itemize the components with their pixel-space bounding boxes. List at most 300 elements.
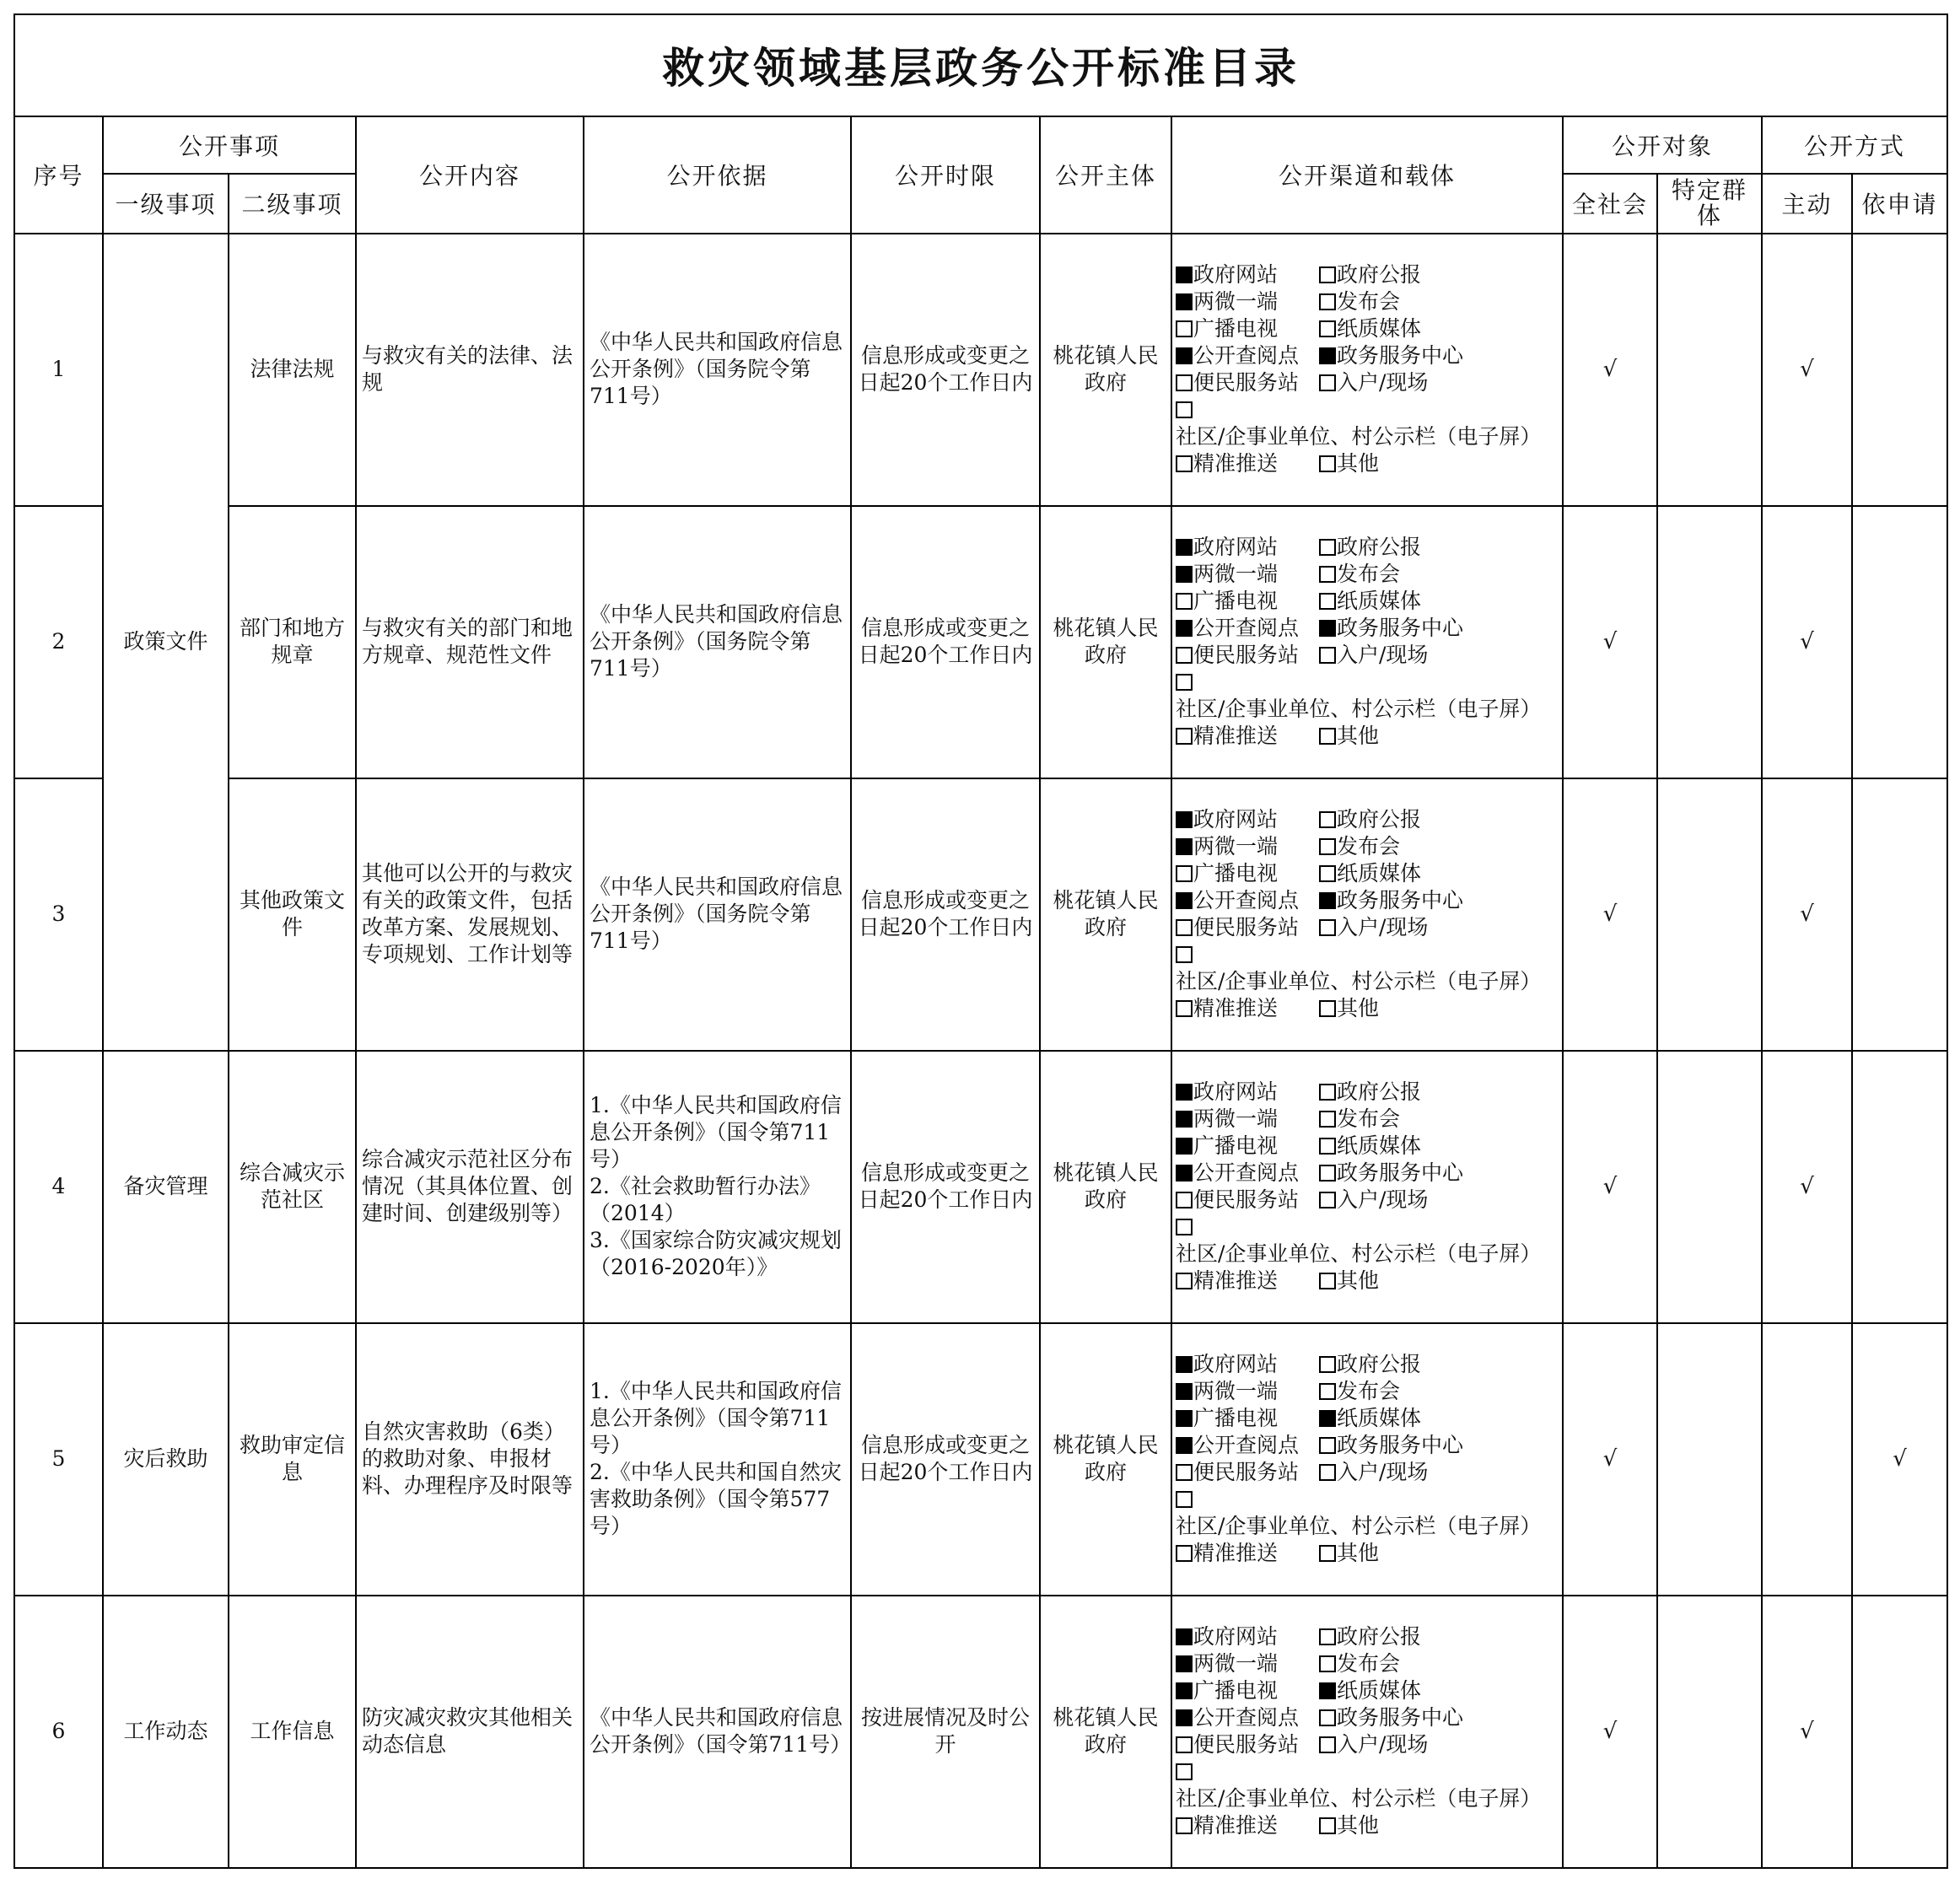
content-cell: 其他可以公开的与救灾有关的政策文件，包括改革方案、发展规划、专项规划、工作计划等 xyxy=(356,778,584,1051)
channel-line xyxy=(1176,1405,1557,1432)
header-on-request: 依申请 xyxy=(1852,174,1947,233)
channel-option xyxy=(1319,1268,1379,1295)
active-check: √ xyxy=(1762,778,1852,1051)
checked-box-icon xyxy=(1176,1356,1193,1373)
checked-box-icon xyxy=(1176,1084,1193,1101)
header-basis: 公开依据 xyxy=(584,116,851,234)
channel-line xyxy=(1176,941,1557,995)
basis-cell xyxy=(584,1596,851,1868)
channel-label: 精准推送 xyxy=(1193,1813,1279,1838)
channel-line xyxy=(1176,588,1557,615)
table-row xyxy=(14,778,1947,1051)
channel-option xyxy=(1319,1623,1421,1650)
channel-line xyxy=(1176,806,1557,833)
channel-option xyxy=(1176,1079,1319,1106)
channel-option xyxy=(1176,669,1557,723)
channel-label: 入户/现场 xyxy=(1337,1187,1429,1213)
channel-option xyxy=(1319,860,1421,887)
checked-box-icon xyxy=(1176,1165,1193,1182)
active-check: √ xyxy=(1762,234,1852,506)
channel-option xyxy=(1319,1106,1400,1133)
channel-label: 精准推送 xyxy=(1193,996,1279,1021)
channel-option xyxy=(1176,1187,1319,1214)
channel-line xyxy=(1176,723,1557,750)
channel-option xyxy=(1176,995,1319,1022)
channel-option xyxy=(1319,1133,1421,1160)
channel-label: 入户/现场 xyxy=(1337,1460,1429,1485)
channel-option xyxy=(1176,1268,1319,1295)
unchecked-box-icon xyxy=(1176,946,1193,963)
level1-cell: 工作动态 xyxy=(103,1596,229,1868)
channel-option xyxy=(1319,995,1379,1022)
specific-group-check xyxy=(1657,778,1762,1051)
channel-option xyxy=(1319,561,1400,588)
basis-cell xyxy=(584,1051,851,1323)
channel-option xyxy=(1319,1650,1400,1677)
channel-option xyxy=(1319,914,1428,941)
unchecked-box-icon xyxy=(1176,320,1193,337)
channel-label: 两微一端 xyxy=(1193,1379,1279,1404)
channel-line xyxy=(1176,615,1557,642)
channel-option xyxy=(1176,1758,1557,1812)
channel-label: 发布会 xyxy=(1337,1379,1401,1404)
seq-cell: 4 xyxy=(14,1051,103,1323)
channel-option xyxy=(1319,723,1379,750)
unchecked-box-icon xyxy=(1319,865,1336,882)
channel-line xyxy=(1176,833,1557,860)
channel-option xyxy=(1176,1106,1319,1133)
basis-cell xyxy=(584,1323,851,1596)
basis-line: 《中华人民共和国政府信息公开条例》（国务院令第711号） xyxy=(590,875,843,954)
header-seq: 序号 xyxy=(14,116,103,234)
page-title: 救灾领域基层政务公开标准目录 xyxy=(14,14,1947,116)
channel-line xyxy=(1176,1160,1557,1187)
on-request-check xyxy=(1852,1051,1947,1323)
subject-cell: 桃花镇人民政府 xyxy=(1040,506,1171,778)
channel-line xyxy=(1176,1704,1557,1731)
channel-label: 发布会 xyxy=(1337,834,1401,859)
channel-option xyxy=(1319,1432,1463,1459)
channel-option xyxy=(1176,288,1319,315)
channel-label: 发布会 xyxy=(1337,1651,1401,1677)
channel-option xyxy=(1176,833,1319,860)
channel-label: 社区/企事业单位、村公示栏（电子屏） xyxy=(1176,1241,1542,1267)
checked-box-icon xyxy=(1176,1410,1193,1427)
unchecked-box-icon xyxy=(1319,374,1336,391)
checked-box-icon xyxy=(1319,620,1336,637)
channel-label: 便民服务站 xyxy=(1193,370,1300,396)
checked-box-icon xyxy=(1176,266,1193,283)
channel-option xyxy=(1176,1540,1319,1567)
channel-line xyxy=(1176,1187,1557,1214)
channel-label: 两微一端 xyxy=(1193,834,1279,859)
channel-line xyxy=(1176,1079,1557,1106)
content-cell: 与救灾有关的部门和地方规章、规范性文件 xyxy=(356,506,584,778)
channel-line xyxy=(1176,669,1557,723)
channel-line xyxy=(1176,1650,1557,1677)
unchecked-box-icon xyxy=(1319,1273,1336,1289)
channel-option xyxy=(1176,806,1319,833)
channel-label: 其他 xyxy=(1337,1541,1380,1566)
all-society-check: √ xyxy=(1563,1596,1657,1868)
channel-line xyxy=(1176,1133,1557,1160)
channel-option xyxy=(1176,941,1557,995)
channel-option xyxy=(1176,1704,1319,1731)
time-limit-cell: 信息形成或变更之日起20个工作日内 xyxy=(851,1323,1040,1596)
channel-option xyxy=(1319,887,1463,914)
channel-line xyxy=(1176,887,1557,914)
channel-label: 纸质媒体 xyxy=(1337,1678,1422,1704)
time-limit-cell: 信息形成或变更之日起20个工作日内 xyxy=(851,234,1040,506)
channel-line xyxy=(1176,1106,1557,1133)
level1-cell: 灾后救助 xyxy=(103,1323,229,1596)
checked-box-icon xyxy=(1176,1111,1193,1128)
channel-label: 政府公报 xyxy=(1337,807,1422,832)
channel-option xyxy=(1176,887,1319,914)
checked-box-icon xyxy=(1176,293,1193,310)
channel-label: 政府网站 xyxy=(1193,535,1279,560)
channel-label: 政府网站 xyxy=(1193,262,1279,288)
channel-label: 政务服务中心 xyxy=(1337,616,1464,641)
unchecked-box-icon xyxy=(1176,1219,1193,1235)
channel-option xyxy=(1176,615,1319,642)
channel-option xyxy=(1176,723,1319,750)
channel-option xyxy=(1176,1486,1557,1540)
channel-label: 入户/现场 xyxy=(1337,370,1429,396)
checked-box-icon xyxy=(1176,1628,1193,1645)
unchecked-box-icon xyxy=(1319,1655,1336,1672)
channel-label: 广播电视 xyxy=(1193,1406,1279,1431)
specific-group-check xyxy=(1657,1323,1762,1596)
channel-label: 发布会 xyxy=(1337,289,1401,315)
unchecked-box-icon xyxy=(1319,1628,1336,1645)
checked-box-icon xyxy=(1176,1138,1193,1155)
channel-label: 其他 xyxy=(1337,1813,1380,1838)
channel-line xyxy=(1176,860,1557,887)
all-society-check: √ xyxy=(1563,506,1657,778)
level1-cell: 备灾管理 xyxy=(103,1051,229,1323)
channel-label: 纸质媒体 xyxy=(1337,1133,1422,1159)
channel-label: 精准推送 xyxy=(1193,724,1279,749)
channel-label: 广播电视 xyxy=(1193,589,1279,614)
channel-option xyxy=(1319,806,1421,833)
channel-label: 政务服务中心 xyxy=(1337,1705,1464,1731)
channel-option xyxy=(1319,1378,1400,1405)
level1-cell: 政策文件 xyxy=(103,234,229,1051)
unchecked-box-icon xyxy=(1319,1464,1336,1481)
unchecked-box-icon xyxy=(1319,1111,1336,1128)
channel-line xyxy=(1176,396,1557,450)
channel-label: 政务服务中心 xyxy=(1337,1433,1464,1458)
channel-option xyxy=(1319,588,1421,615)
channel-option xyxy=(1176,1677,1319,1704)
active-check: √ xyxy=(1762,1596,1852,1868)
channel-option xyxy=(1319,315,1421,342)
channel-line xyxy=(1176,1677,1557,1704)
unchecked-box-icon xyxy=(1319,266,1336,283)
channel-label: 两微一端 xyxy=(1193,562,1279,587)
channel-option xyxy=(1319,1459,1428,1486)
channel-line xyxy=(1176,450,1557,477)
checked-box-icon xyxy=(1176,620,1193,637)
content-cell: 自然灾害救助（6类）的救助对象、申报材料、办理程序及时限等 xyxy=(356,1323,584,1596)
unchecked-box-icon xyxy=(1319,838,1336,855)
checked-box-icon xyxy=(1176,1709,1193,1726)
channel-label: 社区/企事业单位、村公示栏（电子屏） xyxy=(1176,424,1542,449)
on-request-check xyxy=(1852,1596,1947,1868)
channel-line xyxy=(1176,1540,1557,1567)
channel-label: 社区/企事业单位、村公示栏（电子屏） xyxy=(1176,1786,1542,1811)
time-limit-cell: 信息形成或变更之日起20个工作日内 xyxy=(851,506,1040,778)
subject-cell: 桃花镇人民政府 xyxy=(1040,1051,1171,1323)
content-cell: 与救灾有关的法律、法规 xyxy=(356,234,584,506)
seq-cell: 1 xyxy=(14,234,103,506)
unchecked-box-icon xyxy=(1176,1464,1193,1481)
specific-group-check xyxy=(1657,234,1762,506)
channel-label: 政府公报 xyxy=(1337,1079,1422,1105)
active-check: √ xyxy=(1762,506,1852,778)
channel-option xyxy=(1319,615,1463,642)
basis-line: 《中华人民共和国政府信息公开条例》（国务院令第711号） xyxy=(590,602,843,681)
channel-option xyxy=(1176,1214,1557,1268)
header-method: 公开方式 xyxy=(1762,116,1947,174)
channel-label: 广播电视 xyxy=(1193,861,1279,886)
header-subject: 公开主体 xyxy=(1040,116,1171,234)
checked-box-icon xyxy=(1176,1655,1193,1672)
channel-option xyxy=(1319,1677,1421,1704)
channel-label: 便民服务站 xyxy=(1193,1187,1300,1213)
channel-label: 广播电视 xyxy=(1193,316,1279,342)
subject-cell: 桃花镇人民政府 xyxy=(1040,1323,1171,1596)
channel-option xyxy=(1176,1459,1319,1486)
unchecked-box-icon xyxy=(1319,1000,1336,1017)
checked-box-icon xyxy=(1176,347,1193,364)
channel-line xyxy=(1176,288,1557,315)
channel-label: 政府网站 xyxy=(1193,807,1279,832)
all-society-check: √ xyxy=(1563,1051,1657,1323)
channel-option xyxy=(1319,342,1463,369)
unchecked-box-icon xyxy=(1176,1000,1193,1017)
seq-cell: 2 xyxy=(14,506,103,778)
time-limit-cell: 按进展情况及时公开 xyxy=(851,1596,1040,1868)
content-cell: 防灾减灾救灾其他相关动态信息 xyxy=(356,1596,584,1868)
channel-label: 政务服务中心 xyxy=(1337,888,1464,913)
channel-line xyxy=(1176,342,1557,369)
channel-label: 纸质媒体 xyxy=(1337,589,1422,614)
unchecked-box-icon xyxy=(1176,1545,1193,1562)
unchecked-box-icon xyxy=(1319,728,1336,745)
channel-label: 社区/企事业单位、村公示栏（电子屏） xyxy=(1176,697,1542,722)
table-row xyxy=(14,1596,1947,1868)
header-level1: 一级事项 xyxy=(103,174,229,233)
header-time-limit: 公开时限 xyxy=(851,116,1040,234)
checked-box-icon xyxy=(1176,892,1193,909)
channel-option xyxy=(1176,1731,1319,1758)
channel-option xyxy=(1319,642,1428,669)
channel-option xyxy=(1319,1160,1463,1187)
content-cell: 综合减灾示范社区分布情况（其具体位置、创建时间、创建级别等） xyxy=(356,1051,584,1323)
channel-line xyxy=(1176,1486,1557,1540)
channel-label: 广播电视 xyxy=(1193,1133,1279,1159)
unchecked-box-icon xyxy=(1319,1545,1336,1562)
channel-option xyxy=(1176,860,1319,887)
header-audience: 公开对象 xyxy=(1563,116,1762,174)
unchecked-box-icon xyxy=(1319,566,1336,583)
header-level2: 二级事项 xyxy=(229,174,356,233)
channel-option xyxy=(1319,534,1421,561)
unchecked-box-icon xyxy=(1176,593,1193,610)
channel-cell xyxy=(1171,1596,1563,1868)
basis-line: 1.《中华人民共和国政府信息公开条例》（国令第711号） xyxy=(590,1093,842,1172)
unchecked-box-icon xyxy=(1319,1138,1336,1155)
unchecked-box-icon xyxy=(1176,374,1193,391)
channel-label: 两微一端 xyxy=(1193,289,1279,315)
channel-option xyxy=(1176,342,1319,369)
channel-line xyxy=(1176,642,1557,669)
channel-cell xyxy=(1171,1051,1563,1323)
channel-label: 纸质媒体 xyxy=(1337,316,1422,342)
channel-option xyxy=(1176,914,1319,941)
channel-option xyxy=(1319,1351,1421,1378)
channel-label: 其他 xyxy=(1337,1268,1380,1294)
checked-box-icon xyxy=(1176,539,1193,556)
unchecked-box-icon xyxy=(1319,811,1336,828)
channel-cell xyxy=(1171,1323,1563,1596)
seq-cell: 5 xyxy=(14,1323,103,1596)
unchecked-box-icon xyxy=(1319,293,1336,310)
unchecked-box-icon xyxy=(1319,1356,1336,1373)
unchecked-box-icon xyxy=(1176,455,1193,472)
seq-cell: 3 xyxy=(14,778,103,1051)
unchecked-box-icon xyxy=(1176,1763,1193,1780)
channel-cell xyxy=(1171,778,1563,1051)
channel-label: 政府网站 xyxy=(1193,1624,1279,1650)
channel-line xyxy=(1176,315,1557,342)
channel-option xyxy=(1319,833,1400,860)
channel-option xyxy=(1176,1812,1319,1839)
channel-option xyxy=(1319,1704,1463,1731)
unchecked-box-icon xyxy=(1319,1084,1336,1101)
subject-cell: 桃花镇人民政府 xyxy=(1040,778,1171,1051)
basis-cell xyxy=(584,234,851,506)
channel-label: 政务服务中心 xyxy=(1337,343,1464,369)
channel-option xyxy=(1319,1187,1428,1214)
all-society-check: √ xyxy=(1563,1323,1657,1596)
unchecked-box-icon xyxy=(1176,1817,1193,1834)
specific-group-check xyxy=(1657,1596,1762,1868)
active-check: √ xyxy=(1762,1051,1852,1323)
channel-label: 政府公报 xyxy=(1337,535,1422,560)
active-check xyxy=(1762,1323,1852,1596)
channel-label: 广播电视 xyxy=(1193,1678,1279,1704)
channel-label: 发布会 xyxy=(1337,562,1401,587)
channel-label: 政府网站 xyxy=(1193,1352,1279,1377)
channel-label: 便民服务站 xyxy=(1193,915,1300,940)
channel-option xyxy=(1176,642,1319,669)
channel-label: 公开查阅点 xyxy=(1193,616,1300,641)
level2-cell: 部门和地方规章 xyxy=(229,506,356,778)
basis-line: 《中华人民共和国政府信息公开条例》（国务院令第711号） xyxy=(590,330,843,409)
basis-line: 2.《社会救助暂行办法》（2014） xyxy=(590,1174,821,1226)
channel-line xyxy=(1176,1459,1557,1486)
channel-label: 政府公报 xyxy=(1337,1352,1422,1377)
unchecked-box-icon xyxy=(1319,455,1336,472)
channel-option xyxy=(1319,1731,1428,1758)
channel-label: 便民服务站 xyxy=(1193,1732,1300,1758)
channel-option xyxy=(1176,369,1319,396)
channel-cell xyxy=(1171,234,1563,506)
table-row xyxy=(14,1051,1947,1323)
all-society-check: √ xyxy=(1563,778,1657,1051)
unchecked-box-icon xyxy=(1176,674,1193,691)
channel-line xyxy=(1176,1214,1557,1268)
channel-option xyxy=(1176,1650,1319,1677)
channel-label: 精准推送 xyxy=(1193,451,1279,476)
channel-option xyxy=(1319,288,1400,315)
subject-cell: 桃花镇人民政府 xyxy=(1040,234,1171,506)
channel-label: 公开查阅点 xyxy=(1193,1705,1300,1731)
channel-line xyxy=(1176,534,1557,561)
unchecked-box-icon xyxy=(1319,1192,1336,1208)
channel-option xyxy=(1176,1378,1319,1405)
channel-cell xyxy=(1171,506,1563,778)
channel-option xyxy=(1319,261,1421,288)
basis-cell xyxy=(584,506,851,778)
channel-option xyxy=(1176,1133,1319,1160)
channel-option xyxy=(1319,1812,1379,1839)
on-request-check: √ xyxy=(1852,1323,1947,1596)
channel-label: 精准推送 xyxy=(1193,1268,1279,1294)
channel-option xyxy=(1176,396,1557,450)
channel-line xyxy=(1176,1268,1557,1295)
subject-cell: 桃花镇人民政府 xyxy=(1040,1596,1171,1868)
channel-line xyxy=(1176,1623,1557,1650)
checked-box-icon xyxy=(1319,1410,1336,1427)
on-request-check xyxy=(1852,506,1947,778)
unchecked-box-icon xyxy=(1319,593,1336,610)
channel-label: 两微一端 xyxy=(1193,1106,1279,1132)
channel-option xyxy=(1176,1623,1319,1650)
channel-option xyxy=(1319,450,1379,477)
channel-option xyxy=(1176,315,1319,342)
table-row xyxy=(14,506,1947,778)
time-limit-cell: 信息形成或变更之日起20个工作日内 xyxy=(851,1051,1040,1323)
basis-line: 3.《国家综合防灾减灾规划（2016-2020年）》 xyxy=(590,1228,842,1280)
channel-option xyxy=(1176,561,1319,588)
checked-box-icon xyxy=(1176,838,1193,855)
checked-box-icon xyxy=(1176,811,1193,828)
unchecked-box-icon xyxy=(1319,1437,1336,1454)
checked-box-icon xyxy=(1319,892,1336,909)
unchecked-box-icon xyxy=(1319,1736,1336,1753)
channel-option xyxy=(1319,1079,1421,1106)
channel-option xyxy=(1176,534,1319,561)
unchecked-box-icon xyxy=(1319,647,1336,664)
unchecked-box-icon xyxy=(1176,401,1193,418)
header-content: 公开内容 xyxy=(356,116,584,234)
header-active: 主动 xyxy=(1762,174,1852,233)
channel-label: 政务服务中心 xyxy=(1337,1160,1464,1186)
unchecked-box-icon xyxy=(1176,1273,1193,1289)
channel-line xyxy=(1176,1758,1557,1812)
level2-cell: 综合减灾示范社区 xyxy=(229,1051,356,1323)
channel-option xyxy=(1176,450,1319,477)
checked-box-icon xyxy=(1176,1682,1193,1699)
channel-line xyxy=(1176,1812,1557,1839)
on-request-check xyxy=(1852,234,1947,506)
channel-option xyxy=(1176,1432,1319,1459)
checked-box-icon xyxy=(1319,347,1336,364)
